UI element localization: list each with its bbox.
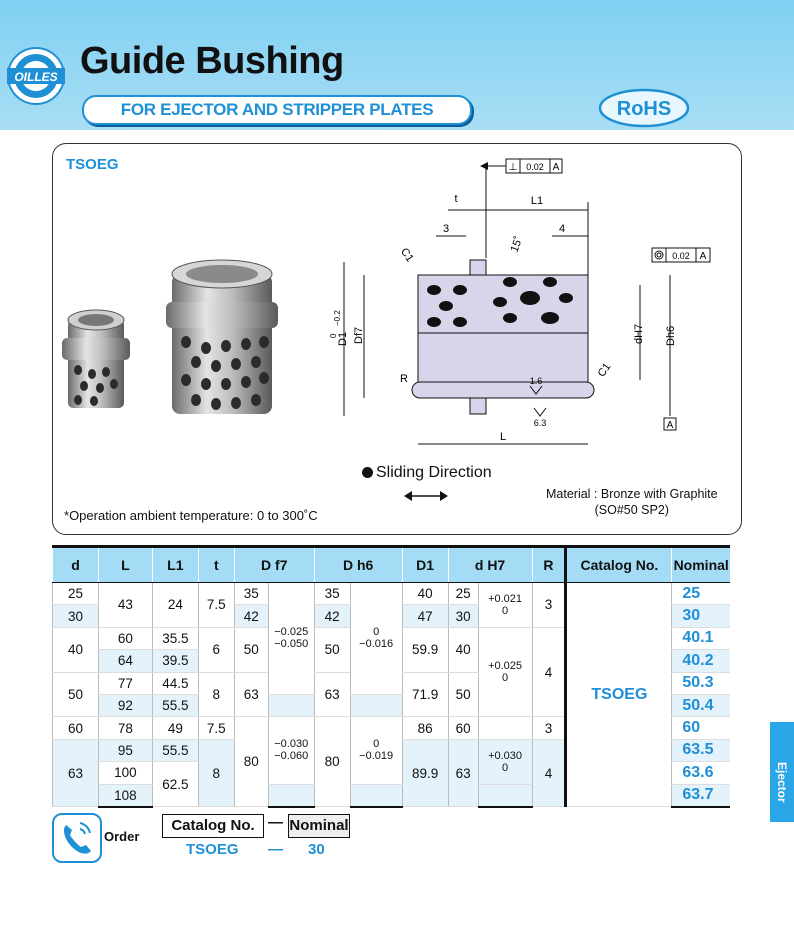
cell-h6-tol [350, 583, 402, 695]
cell-d: 25 [53, 583, 99, 605]
cell-L1: 44.5 [152, 672, 198, 694]
cell-d1: 40 [402, 583, 448, 605]
tol-f7-2-lo: −0.060 [274, 750, 309, 763]
th-L1: L1 [152, 547, 198, 583]
order-nominal-value: 30 [308, 841, 325, 858]
tol-h6-1-lo: −0.016 [359, 638, 394, 651]
cell-df7: 80 [234, 717, 268, 807]
side-tab-label: Ejector [775, 762, 789, 803]
cell-dh7: 30 [448, 605, 478, 627]
df7-label: Df7 [353, 326, 365, 344]
cell-h7-blank [478, 784, 532, 807]
order-catalog-header: Catalog No. [162, 814, 264, 838]
cell-dh6: 63 [314, 672, 350, 717]
th-d1: D1 [402, 547, 448, 583]
cell-d: 50 [53, 672, 99, 717]
tol-h6-2-up: 0 [373, 738, 380, 751]
tol-f7-1-lo: −0.050 [274, 638, 309, 651]
cell-d: 40 [53, 627, 99, 672]
double-arrow-icon [404, 489, 448, 503]
tol-f7-2-up: −0.030 [274, 738, 309, 751]
cell-nominal: 50.4 [672, 694, 730, 716]
cell-nominal: 40.2 [672, 650, 730, 672]
tol-h7-2-lo: 0 [501, 672, 509, 685]
cell-L: 43 [98, 583, 152, 628]
cell-L: 64 [98, 650, 152, 672]
cell-h6-blank [350, 694, 402, 716]
table-row [53, 583, 731, 605]
cell-dh7: 40 [448, 627, 478, 672]
cell-t: 8 [198, 739, 234, 807]
d1-tol-up: 0 [329, 333, 338, 338]
th-dh6: D h6 [314, 547, 402, 583]
rohs-text: RoHS [616, 98, 672, 120]
c1-top: C1 [397, 245, 416, 265]
dim-3: 3 [442, 223, 450, 235]
perp-ref: A [552, 162, 560, 173]
operation-temp [64, 508, 318, 523]
cell-L: 92 [98, 694, 152, 716]
conc-tol: 0.02 [672, 251, 690, 261]
cell-df7: 35 [234, 583, 268, 605]
cell-d1: 59.9 [402, 627, 448, 672]
cell-nominal: 63.7 [672, 784, 730, 807]
material-line2: (SO#50 SP2) [594, 503, 669, 517]
material-note [546, 486, 718, 518]
cell-dh7: 63 [448, 739, 478, 807]
tol-h7-3-up: +0.030 [488, 749, 523, 762]
tol-h6-2-lo: −0.019 [359, 750, 394, 763]
cell-L1: 35.5 [152, 627, 198, 649]
cell-dh6: 35 [314, 583, 350, 605]
angle-15: 15˚ [508, 234, 526, 254]
product-photo [60, 258, 310, 428]
tol-h7-2-up: +0.025 [488, 660, 523, 673]
tol-h6-1-up: 0 [373, 626, 380, 639]
cell-r: 4 [532, 739, 566, 807]
cell-d: 63 [53, 739, 99, 807]
technical-drawing [330, 150, 730, 450]
cell-catalog: TSOEG [566, 583, 672, 807]
sliding-direction [362, 464, 492, 482]
d1-tol-lo: −0.2 [333, 310, 342, 326]
cell-dh6: 80 [314, 717, 350, 807]
conc-ref: A [699, 251, 707, 262]
cell-h7-tol [478, 739, 532, 784]
page-title: Guide Bushing [80, 40, 344, 82]
cell-nominal: 25 [672, 583, 730, 605]
cell-L: 108 [98, 784, 152, 807]
cell-nominal: 63.5 [672, 739, 730, 761]
order-dash-value: — [268, 841, 283, 858]
dh7-label: dH7 [633, 323, 645, 344]
cell-h7-tol [478, 627, 532, 717]
svg-text:⊥: ⊥ [508, 162, 518, 173]
cell-h6-tol [350, 717, 402, 784]
cell-nominal: 40.1 [672, 627, 730, 649]
cell-nominal: 63.6 [672, 762, 730, 784]
page-subtitle: FOR EJECTOR AND STRIPPER PLATES [82, 95, 472, 125]
logo-text: OILLES [14, 70, 58, 84]
dim-t: t [454, 193, 458, 205]
r-label: R [400, 373, 408, 385]
th-dh7: d H7 [448, 547, 532, 583]
cell-h6-blank [350, 784, 402, 807]
cell-t: 8 [198, 672, 234, 717]
side-tab-ejector[interactable] [770, 722, 794, 822]
th-nominal: Nominal [672, 547, 730, 583]
cell-L1: 24 [152, 583, 198, 628]
tol-h7-1-up: +0.021 [488, 592, 523, 605]
cell-f7-blank [268, 694, 314, 716]
c1-bottom: C1 [595, 360, 614, 380]
cell-dh7: 60 [448, 717, 478, 739]
cell-t: 7.5 [198, 717, 234, 739]
th-r: R [532, 547, 566, 583]
cell-t: 7.5 [198, 583, 234, 628]
cell-dh7: 25 [448, 583, 478, 605]
cell-dh6: 50 [314, 627, 350, 672]
cell-L1: 39.5 [152, 650, 198, 672]
th-catalog: Catalog No. [566, 547, 672, 583]
cell-f7-tol [268, 717, 314, 784]
rohs-badge [598, 88, 690, 128]
operation-temp-text: Operation ambient temperature: 0 to 300˚C [69, 508, 318, 523]
order-nominal-header: Nominal [288, 814, 350, 838]
tol-f7-1-up: −0.025 [274, 626, 309, 639]
dim-L: L [499, 431, 507, 443]
cell-L: 78 [98, 717, 152, 739]
cell-nominal: 30 [672, 605, 730, 627]
cell-nominal: 60 [672, 717, 730, 739]
order-catalog-value: TSOEG [186, 841, 239, 858]
cell-df7: 63 [234, 672, 268, 717]
asterisk-icon: * [64, 508, 70, 523]
cell-d: 60 [53, 717, 99, 739]
order-label: Order [104, 829, 140, 844]
dim-4: 4 [558, 223, 566, 235]
cell-r: 3 [532, 583, 566, 628]
cell-dh7: 50 [448, 672, 478, 717]
cell-L: 95 [98, 739, 152, 761]
material-line1: Material : Bronze with Graphite [546, 487, 718, 501]
cell-d1: 86 [402, 717, 448, 739]
dh6-label: Dh6 [665, 325, 677, 346]
cell-r: 4 [532, 627, 566, 717]
cell-h7-blank [478, 717, 532, 739]
cell-L1: 55.5 [152, 694, 198, 716]
phone-icon [52, 813, 102, 863]
th-d: d [53, 547, 99, 583]
cell-L1: 55.5 [152, 739, 198, 761]
cell-d1: 89.9 [402, 739, 448, 807]
cell-L: 60 [98, 627, 152, 649]
panel-label: TSOEG [66, 156, 119, 173]
perp-tol: 0.02 [526, 162, 544, 172]
sliding-text: Sliding Direction [376, 464, 492, 481]
cell-d1: 71.9 [402, 672, 448, 717]
bullet-icon [362, 467, 373, 478]
dim-L1: L1 [530, 195, 544, 207]
th-df7: D f7 [234, 547, 314, 583]
cell-r: 3 [532, 717, 566, 739]
rough-outer: 6.3 [533, 418, 547, 428]
order-dash: — [268, 814, 283, 831]
rough-inner: 1.6 [529, 376, 543, 386]
oilles-logo [6, 46, 66, 106]
cell-f7-blank [268, 784, 314, 807]
d1-label: D1 [337, 331, 349, 346]
th-L: L [98, 547, 152, 583]
cell-df7: 42 [234, 605, 268, 627]
cell-nominal: 50.3 [672, 672, 730, 694]
cell-d1: 47 [402, 605, 448, 627]
cell-L1: 62.5 [152, 762, 198, 807]
tol-h7-3-lo: 0 [501, 761, 509, 774]
cell-L1: 49 [152, 717, 198, 739]
cell-df7: 50 [234, 627, 268, 672]
cell-d: 30 [53, 605, 99, 627]
table-header-row [53, 547, 731, 583]
th-t: t [198, 547, 234, 583]
cell-L: 77 [98, 672, 152, 694]
cell-f7-tol [268, 583, 314, 695]
cell-h7-tol [478, 583, 532, 628]
cell-L: 100 [98, 762, 152, 784]
cell-t: 6 [198, 627, 234, 672]
spec-table [52, 545, 730, 808]
cell-dh6: 42 [314, 605, 350, 627]
tol-h7-1-lo: 0 [501, 604, 509, 617]
datum-a: A [666, 420, 674, 431]
